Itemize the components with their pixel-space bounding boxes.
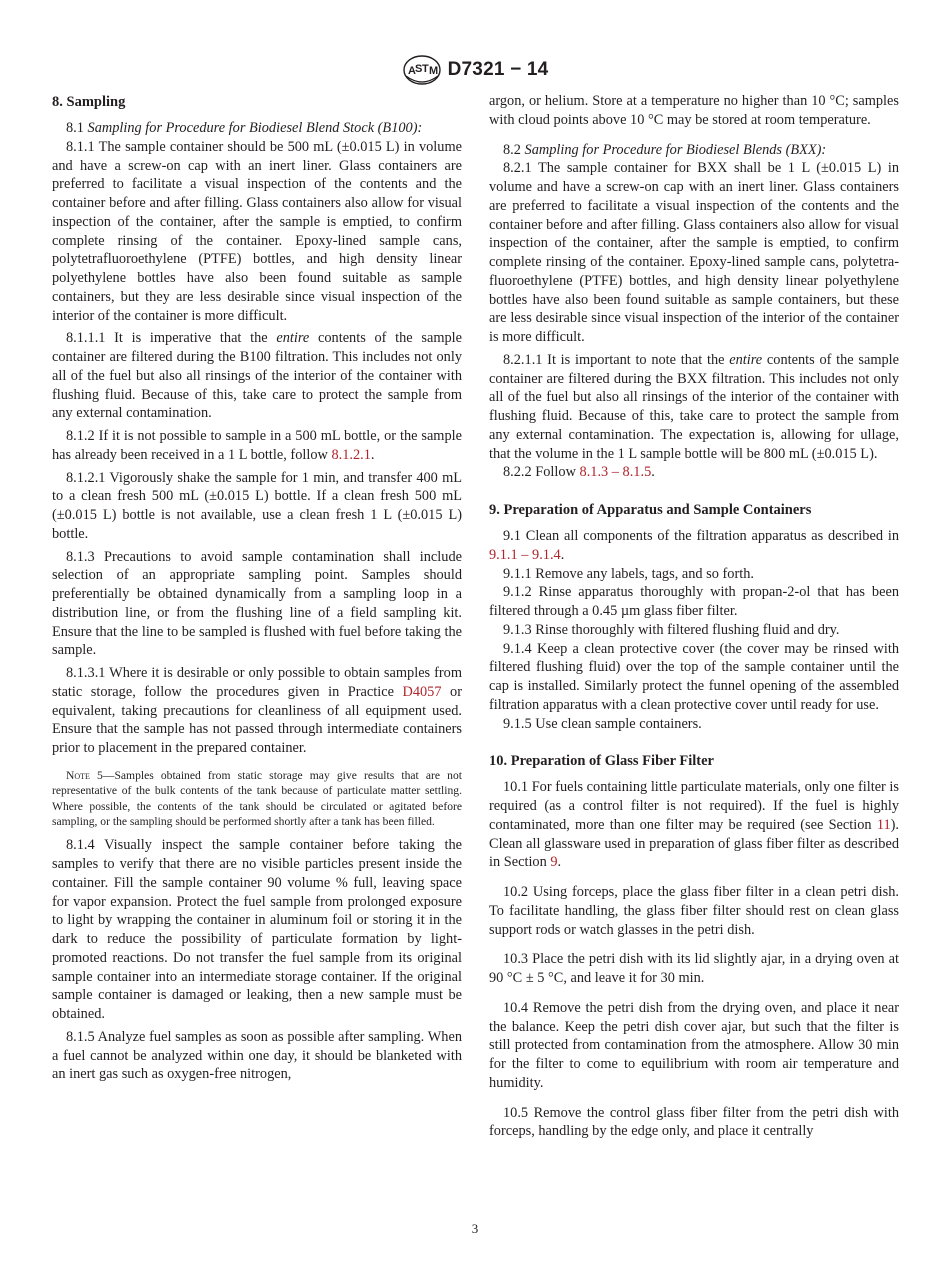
svg-text:S: S bbox=[414, 63, 422, 75]
svg-text:A: A bbox=[407, 65, 416, 77]
section-9-heading: 9. Preparation of Apparatus and Sample Containers bbox=[489, 502, 812, 518]
note-5: Note 5—Samples obtained from static storage may give results that are not representative of the bulk contents of the tank because of particulate matter settling. Where possible, the contents of the tank should be circulated or agitated before sampling, or the sampling should be performed shortly after a tank has been filled. bbox=[52, 768, 462, 828]
para-9-1: 9.1 Clean all components of the filtration apparatus as described in 9.1.1 – 9.1.4. bbox=[489, 528, 899, 563]
para-10-2: 10.2 Using forceps, place the glass fiber filter in a clean petri dish. To facilitate handling, the glass fiber filter should rest on clean glass support rods or watch glasses in the petri dish. bbox=[489, 884, 899, 938]
svg-text:T: T bbox=[421, 63, 429, 75]
para-8-1-1: 8.1.1 The sample container should be 500 mL (±0.015 L) in volume and have a screw-on cap with an inert liner. Glass containers are preferred to facilitate a visual inspection of the contents and the container before and after filling. Glass containers also allow for visual inspection of the container, after the sample is emptied, to confirm complete rinsing of the container. Epoxy-lined sample cans, polytetrafluoroethylene (PTFE) bottles, and high density linear polyethylene bottles have also been found suitable as sample containers, but they are less desirable since visual inspection of the interior of the container is more difficult. bbox=[52, 138, 462, 324]
para-8-1: 8.1 Sampling for Procedure for Biodiesel Blend Stock (B100): bbox=[66, 120, 423, 136]
section-10-heading: 10. Preparation of Glass Fiber Filter bbox=[489, 753, 714, 770]
link-section-9[interactable]: 9 bbox=[550, 854, 558, 871]
para-8-1-2-1: 8.1.2.1 Vigorously shake the sample for 1 min, and transfer 400 mL to a clean fresh 500 mL (±0.015 L) bottle. If a clean fresh 500 mL (±0.015 L) bottle is not available, use a clean fresh 1 L (±0.015 L) bottle. bbox=[52, 469, 462, 542]
link-d4057[interactable]: D4057 bbox=[402, 683, 442, 700]
para-9-1-4: 9.1.4 Keep a clean protective cover (the cover may be rinsed with filtered flushing fluid) over the top of the sample container until the cap is installed. Similarly protect the funnel opening of the assembled filtration apparatus with a clean protective cover until ready for use. bbox=[489, 640, 899, 713]
link-section-11[interactable]: 11 bbox=[876, 816, 891, 833]
page-header bbox=[0, 53, 950, 87]
para-10-3: 10.3 Place the petri dish with its lid slightly ajar, in a drying oven at 90 °C ± 5 °C, and leave it for 30 min. bbox=[489, 951, 899, 986]
document-id: D7321 − 14 bbox=[447, 59, 549, 80]
para-8-2-2: 8.2.2 Follow 8.1.3 – 8.1.5. bbox=[503, 464, 655, 481]
right-column bbox=[489, 92, 899, 1141]
link-8-1-2-1[interactable]: 8.1.2.1 bbox=[331, 446, 371, 463]
para-10-5: 10.5 Remove the control glass fiber filter from the petri dish with forceps, handling by the edge only, and place it centrally bbox=[489, 1104, 899, 1140]
page-number: 3 bbox=[471, 1221, 479, 1236]
para-8-1-3: 8.1.3 Precautions to avoid sample contamination shall include selection of an appropriate sampling point. Samples should preferentially be obtained dynamically from a sampling loop in a distribution line, or from the flushing line of a field sampling kit. Ensure that the line to be sampled is flushed with fuel before taking the sample. bbox=[52, 548, 462, 659]
para-10-4: 10.4 Remove the petri dish from the drying oven, and place it near the balance. Keep the petri dish cover ajar, but such that the filter is still protected from contamination from the atmosphere. Allow 30 min for the filter to come to equilibrium with room air temperature and humidity. bbox=[489, 999, 899, 1091]
astm-logo-icon bbox=[402, 54, 442, 86]
para-8-1-4: 8.1.4 Visually inspect the sample container before taking the samples to verify that there are no visible particles present inside the container. Fill the sample container 90 volume % full, leaving space for vapor expansion. Protect the fuel sample from prolonged exposure to light by wrapping the container in aluminum foil or storing it in the dark to reduce the possibility of particulate formation by light-promoted reactions. Do not transfer the fuel sample from its original sample container into an intermediate storage container. If the original sample container is damaged or leaking, then a new sample must be obtained. bbox=[52, 837, 462, 1023]
para-9-1-2: 9.1.2 Rinse apparatus thoroughly with propan-2-ol that has been filtered through a 0.45 µm glass fiber filter. bbox=[489, 584, 899, 619]
para-10-1: 10.1 For fuels containing little particulate materials, only one filter is required (as a control filter is not required). If the fuel is highly contaminated, more than one filter may be required (see Section 11). Clean all glassware used in preparation of glass fiber filter as described in Section 9. bbox=[489, 779, 899, 871]
para-9-1-3: 9.1.3 Rinse thoroughly with filtered flushing fluid and dry. bbox=[503, 621, 840, 638]
link-9-1-1-to-9-1-4[interactable]: 9.1.1 – 9.1.4 bbox=[489, 546, 561, 563]
section-8-heading: 8. Sampling bbox=[52, 94, 126, 110]
svg-text:M: M bbox=[428, 65, 438, 77]
para-9-1-1: 9.1.1 Remove any labels, tags, and so forth. bbox=[503, 565, 754, 582]
para-9-1-5: 9.1.5 Use clean sample containers. bbox=[503, 715, 702, 732]
left-column bbox=[52, 92, 462, 1084]
para-8-1-5-continued: argon, or helium. Store at a temperature no higher than 10 °C; samples with cloud points above 10 °C may be stored at room temperature. bbox=[489, 93, 899, 128]
para-8-2-1-1: 8.2.1.1 It is important to note that the entire contents of the sample container are filtered during the BXX filtration. This includes not only all of the fuel but also all rinsings of the interior of the container with flushing fluid. Because of this, take care to protect the sample from any external contamination. The expectation is, allowing for ullage, that the volume in the 1 L sample bottle will be 800 mL (±0.015 L). bbox=[489, 351, 899, 462]
para-8-2: 8.2 Sampling for Procedure for Biodiesel Blends (BXX): bbox=[503, 141, 827, 158]
para-8-1-5: 8.1.5 Analyze fuel samples as soon as possible after sampling. When a fuel cannot be analyzed within one day, it should be blanketed with an inert gas such as oxygen-free nitrogen, bbox=[52, 1028, 462, 1083]
para-8-1-2: 8.1.2 If it is not possible to sample in a 500 mL bottle, or the sample has already been received in a 1 L bottle, follow 8.1.2.1. bbox=[52, 428, 462, 463]
para-8-1-1-1: 8.1.1.1 It is imperative that the entire contents of the sample container are filtered during the B100 filtration. This includes not only all of the fuel but also all rinsings of the interior of the container with flushing fluid. Because of this, take care to protect the sample from any external contamination. bbox=[52, 330, 463, 422]
link-8-1-3-to-8-1-5[interactable]: 8.1.3 – 8.1.5 bbox=[579, 464, 652, 481]
para-8-2-1: 8.2.1 The sample container for BXX shall be 1 L (±0.015 L) in volume and have a screw-on cap with an inert liner. Glass containers are preferred to facilitate a visual inspection of the contents and the container before and after filling. Glass containers also allow for visual inspection of the container, after the sample is emptied, to confirm complete rinsing of the container. Epoxy-lined sample cans, polytetrafluoroethylene (PTFE) bottles, and high density linear polyethylene bottles have also been found suitable as sample containers, but these are less desirable since visual inspection of the interior of the container is more difficult. bbox=[489, 160, 899, 345]
para-8-1-3-1: 8.1.3.1 Where it is desirable or only possible to obtain samples from static storage, follow the procedures given in Practice D4057 or equivalent, taking precautions for cleanliness of all equipment used. Ensure that the sample has not passed through intermediate containers prior to placement in the prepared container. bbox=[52, 665, 462, 756]
